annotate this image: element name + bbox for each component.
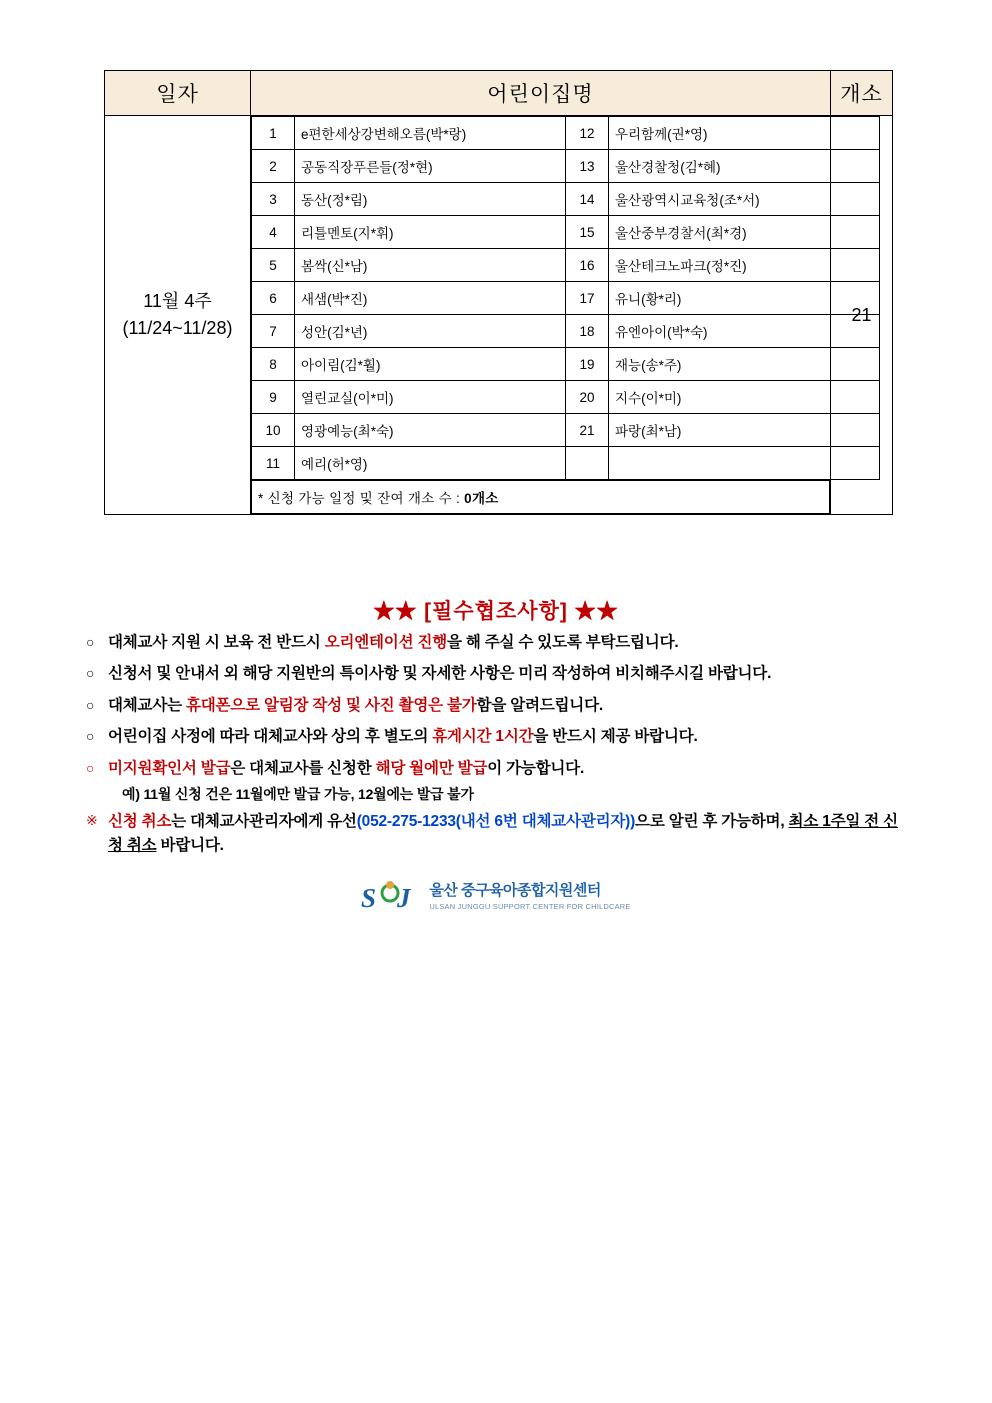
header-date: 일자: [105, 71, 251, 116]
center-index: 6: [252, 282, 295, 315]
center-name: 파랑(최*남): [609, 414, 880, 447]
date-line-1: 11월 4주: [143, 291, 212, 311]
center-name: 리틀멘토(지*휘): [295, 216, 566, 249]
notice-text-segment: 을 해 주실 수 있도록 부탁드립니다.: [447, 634, 679, 651]
cancel-keyword: 신청 취소: [108, 813, 172, 831]
center-name: 유니(황*리): [609, 282, 880, 315]
center-index: 10: [252, 414, 295, 447]
center-name: 재능(송*주): [609, 348, 880, 381]
center-row: [252, 282, 880, 315]
center-index: 15: [566, 216, 609, 249]
center-index: 7: [252, 315, 295, 348]
center-name: 울산테크노파크(정*진): [609, 249, 880, 282]
notice-text-segment: 이 가능합니다.: [487, 759, 585, 777]
center-list-table: [251, 116, 880, 480]
center-index: 21: [566, 414, 609, 447]
notice-text-segment: 을 반드시 제공 바랍니다.: [533, 728, 698, 746]
header-center-name: 어린이집명: [251, 71, 831, 116]
center-name: 아이림(김*훨): [295, 348, 566, 381]
center-name: e편한세상강변해오름(박*랑): [295, 117, 566, 150]
center-index: 11: [252, 447, 295, 480]
logo-text-block: [429, 883, 630, 911]
logo-mark-icon: [361, 880, 423, 914]
notice-example: 예) 11월 신청 건은 11월에만 발급 가능, 12월에는 발급 불가: [122, 786, 474, 803]
header-count: 개소: [831, 71, 893, 116]
notice-cancel-text: [108, 810, 906, 857]
center-index: 9: [252, 381, 295, 414]
center-index-empty: [566, 447, 609, 480]
footer-logo: [0, 880, 992, 914]
logo-subtitle: ULSAN JUNGGU SUPPORT CENTER FOR CHILDCARE: [429, 901, 631, 911]
notice-text-segment: 휴대폰으로 알림장 작성 및 사진 촬영은 불가: [185, 696, 477, 714]
notice-item: [86, 758, 906, 780]
circle-bullet-icon: ○: [86, 665, 95, 682]
center-index: 12: [566, 117, 609, 150]
note-row: [252, 481, 830, 514]
notice-item: [86, 695, 906, 717]
notice-item: [86, 632, 906, 654]
center-index: 8: [252, 348, 295, 381]
notice-text-segment: 해당 월에만 발급: [375, 759, 488, 777]
center-index: 5: [252, 249, 295, 282]
center-row: [252, 348, 880, 381]
center-name: 예리(허*영): [295, 447, 566, 480]
notice-item-text: [108, 632, 906, 654]
center-row: [252, 117, 880, 150]
notice-title: ★★ [필수협조사항] ★★: [373, 600, 619, 623]
notice-text-segment: 대체교사는: [108, 696, 186, 714]
notice-text-segment: 대체교사 지원 시 보육 전 반드시: [108, 634, 325, 651]
notice-item-text: [108, 726, 906, 748]
center-name: 울산광역시교육청(조*서): [609, 183, 880, 216]
schedule-table-wrapper: [104, 70, 892, 515]
center-row: [252, 150, 880, 183]
center-name: 공동직장푸른들(정*현): [295, 150, 566, 183]
cancel-seg3: 으로 알린 후 가능하며,: [635, 813, 789, 831]
center-index: 2: [252, 150, 295, 183]
note-table: [251, 480, 830, 514]
cancel-seg2: 는 대체교사관리자에게 유선: [171, 813, 357, 831]
notice-text-segment: 함을 알려드립니다.: [476, 696, 603, 714]
notice-item-text: [108, 663, 906, 685]
cell-center-list: [251, 116, 831, 515]
center-name: 봄싹(신*남): [295, 249, 566, 282]
date-line-2: (11/24~11/28): [122, 318, 233, 338]
center-index: 17: [566, 282, 609, 315]
center-name: 영광예능(최*숙): [295, 414, 566, 447]
table-row: [105, 116, 893, 515]
notice-text-segment: 은 대체교사를 신청한: [230, 759, 376, 777]
notice-item: [86, 663, 906, 685]
center-name: 동산(정*림): [295, 183, 566, 216]
notice-cancel-item: [86, 810, 906, 857]
note-cell: [252, 481, 830, 514]
circle-bullet-icon: ○: [86, 728, 95, 745]
circle-bullet-icon: ○: [86, 696, 95, 713]
center-row: [252, 183, 880, 216]
center-row: [252, 249, 880, 282]
center-row: [252, 381, 880, 414]
notice-text-segment: 오리엔테이션 진행: [324, 634, 447, 651]
logo-name: 울산 중구육아종합지원센터: [429, 882, 601, 900]
notice-item-text: [108, 695, 906, 717]
center-row: [252, 414, 880, 447]
center-name: 성안(김*년): [295, 315, 566, 348]
notice-text-segment: 어린이집 사정에 따라 대체교사와 상의 후 별도의: [108, 728, 433, 746]
center-name: 우리함께(권*영): [609, 117, 880, 150]
center-row: [252, 216, 880, 249]
notice-item-text: [108, 758, 906, 780]
center-name: 새샘(박*진): [295, 282, 566, 315]
schedule-table: [104, 70, 893, 515]
cell-date: [105, 116, 251, 515]
center-index: 18: [566, 315, 609, 348]
notice-item: [86, 726, 906, 748]
table-header-row: [105, 71, 893, 116]
center-row: [252, 315, 880, 348]
center-index: 13: [566, 150, 609, 183]
center-index: 1: [252, 117, 295, 150]
notice-text-segment: 신청서 및 안내서 외 해당 지원반의 특이사항 및 자세한 사항은 미리 작성하여 비치해주시길 바랍니다.: [108, 665, 772, 683]
note-prefix: * 신청 가능 일정 및 잔여 개소 수 :: [258, 491, 465, 506]
cancel-phone: (052-275-1233(내선 6번 대체교사관리자)): [356, 813, 636, 831]
notice-list: [86, 632, 906, 866]
center-index: 14: [566, 183, 609, 216]
center-name: 유엔아이(박*숙): [609, 315, 880, 348]
svg-text:S: S: [361, 883, 377, 913]
center-index: 3: [252, 183, 295, 216]
center-index: 19: [566, 348, 609, 381]
center-name: 열린교실(이*미): [295, 381, 566, 414]
center-index: 4: [252, 216, 295, 249]
notice-text-segment: 미지원확인서 발급: [108, 759, 231, 777]
cell-count: 21: [831, 116, 893, 515]
center-index: 20: [566, 381, 609, 414]
center-row: [252, 447, 880, 480]
notice-text-segment: 휴게시간 1시간: [432, 728, 534, 746]
note-value: 0개소: [464, 491, 499, 506]
asterisk-icon: ※: [86, 812, 98, 829]
cancel-underline: 최소 1주일 전 신청 취소: [108, 813, 898, 854]
center-name: 울산경찰청(김*혜): [609, 150, 880, 183]
cancel-seg4: 바랍니다.: [156, 836, 224, 854]
center-name: 울산중부경찰서(최*경): [609, 216, 880, 249]
center-index: 16: [566, 249, 609, 282]
circle-bullet-icon: ○: [86, 759, 95, 776]
center-name: 지수(이*미): [609, 381, 880, 414]
svg-text:J: J: [397, 883, 411, 913]
circle-bullet-icon: ○: [86, 634, 95, 650]
